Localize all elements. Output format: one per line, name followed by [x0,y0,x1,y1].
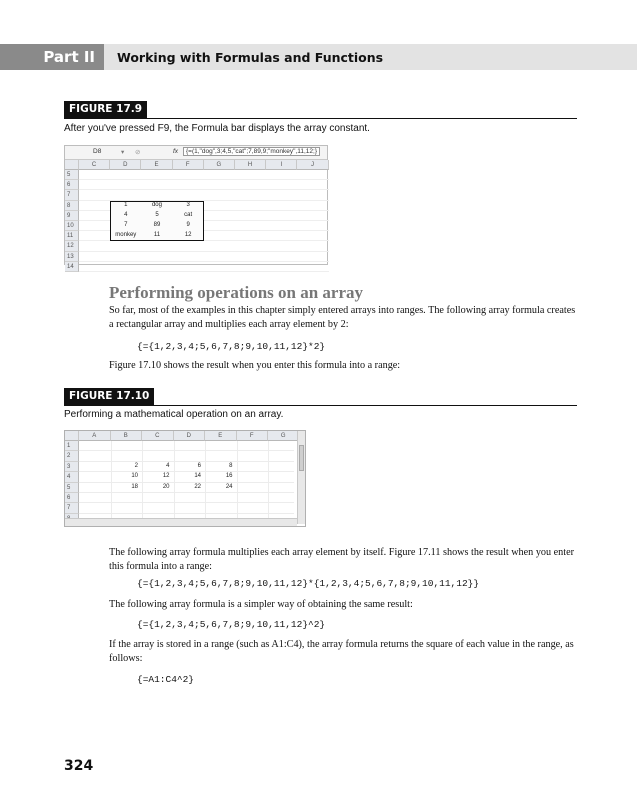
cell-value: 9 [186,222,190,228]
cell-value: 14 [194,473,201,480]
figure-rule [64,118,577,119]
paragraph-2: Figure 17.10 shows the result when you enter this formula into a range: [109,360,401,371]
paragraph-5: If the array is stored in a range (such as A1:C4), the array formula returns the square of each value in the range, as follows: [109,639,574,664]
cell-value: cat [184,211,193,218]
column-header: B [111,431,143,441]
figure-17-9-label: FIGURE 17.9 [64,101,147,118]
column-header: F [237,431,269,441]
horizontal-scrollbar [65,518,297,526]
name-box: D8 [93,148,102,155]
running-header-title: Working with Formulas and Functions [117,49,384,65]
column-header: C [79,160,110,170]
cell-value: 22 [194,483,201,490]
row-header: 4 [65,472,79,482]
cell-value: 4 [124,211,128,218]
code-3: {={1,2,3,4;5,6,7,8;9,10,11,12}^2} [137,619,326,630]
row-header: 2 [65,451,79,461]
paragraph-1: So far, most of the examples in this chapter simply entered arrays into ranges. The following array formula creates a rectangular array and multiplies each array element by 2: [109,305,576,330]
row-header: 14 [65,262,79,272]
cell-value: 4 [166,462,170,469]
row-header: 6 [65,180,79,190]
grid-line [268,441,269,524]
cell-value: dog [151,201,162,208]
cell-value: 12 [184,232,192,239]
cell-value: 16 [225,473,233,480]
row-header: 8 [65,201,79,211]
column-header: D [110,160,141,170]
cell-value: 8 [229,462,233,469]
cell-value: 89 [153,222,161,228]
select-all-corner [65,431,79,441]
grid-line [79,189,329,190]
cell-value: 7 [124,222,128,228]
column-header: A [79,431,111,441]
figure-17-9-caption: After you've pressed F9, the Formula bar displays the array constant. [64,123,370,134]
column-header: D [174,431,206,441]
paragraph-3: The following array formula multiplies each array element by itself. Figure 17.11 shows the result when you enter this formula into a range: [109,547,575,572]
cell-value: 3 [186,201,190,208]
column-header: E [205,431,237,441]
row-header: 10 [65,221,79,231]
scrollbar-thumb [299,445,304,471]
cell-value: 12 [162,473,170,480]
row-header: 3 [65,462,79,472]
formula-separator-icon: ⊘ [135,149,141,156]
row-header: 13 [65,252,79,262]
dropdown-icon: ▾ [121,149,125,156]
formula-input: {=(1,"dog",3;4,5,"cat";7,89,9;"monkey",11,12;} [183,147,320,156]
figure-17-10-caption: Performing a mathematical operation on an array. [64,409,284,420]
column-header: G [268,431,300,441]
cell-value: 5 [155,211,159,218]
row-header: 6 [65,493,79,503]
column-header: F [173,160,204,170]
grid-line [79,251,329,252]
cell-value: 18 [131,483,138,490]
figure-rule [64,405,577,406]
cell-value: monkey [115,232,137,239]
row-header: 7 [65,190,79,200]
column-header: J [297,160,328,170]
row-header: 5 [65,483,79,493]
column-header: I [266,160,297,170]
grid-line [79,179,329,180]
section-heading: Performing operations on an array [109,283,364,302]
code-4: {=A1:C4^2} [137,674,195,685]
select-all-corner [65,160,79,170]
fx-icon: fx [173,148,179,155]
cell-value: 11 [153,232,161,239]
column-header: H [235,160,266,170]
cell-value: 6 [197,462,201,469]
cell-value: 2 [134,462,138,469]
row-header: 9 [65,211,79,221]
page-number: 324 [64,758,94,774]
cell-value: 24 [225,483,233,490]
column-header: C [142,431,174,441]
code-1: {={1,2,3,4;5,6,7,8;9,10,11,12}*2} [137,341,326,352]
cell-value: 1 [124,201,128,208]
grid-line [237,441,238,524]
code-2: {={1,2,3,4;5,6,7,8;9,10,11,12}*{1,2,3,4;5,6,7,8;9,10,11,12}} [137,578,480,589]
row-header: 7 [65,503,79,513]
part-label: Part II [0,44,104,70]
spreadsheet-figure-17-9 [64,145,328,270]
row-header: 11 [65,231,79,241]
row-header: 5 [65,170,79,180]
cell-value: 20 [162,483,170,490]
paragraph-4: The following array formula is a simpler way of obtaining the same result: [109,599,413,610]
figure-17-10-label: FIGURE 17.10 [64,388,154,405]
row-header: 12 [65,241,79,251]
spreadsheet-figure-17-10 [64,430,306,527]
column-header: E [141,160,172,170]
formula-bar [65,146,327,160]
row-header: 1 [65,441,79,451]
grid-line [79,261,329,262]
column-header: G [204,160,235,170]
cell-value: 10 [131,473,138,480]
grid-line [79,271,329,272]
